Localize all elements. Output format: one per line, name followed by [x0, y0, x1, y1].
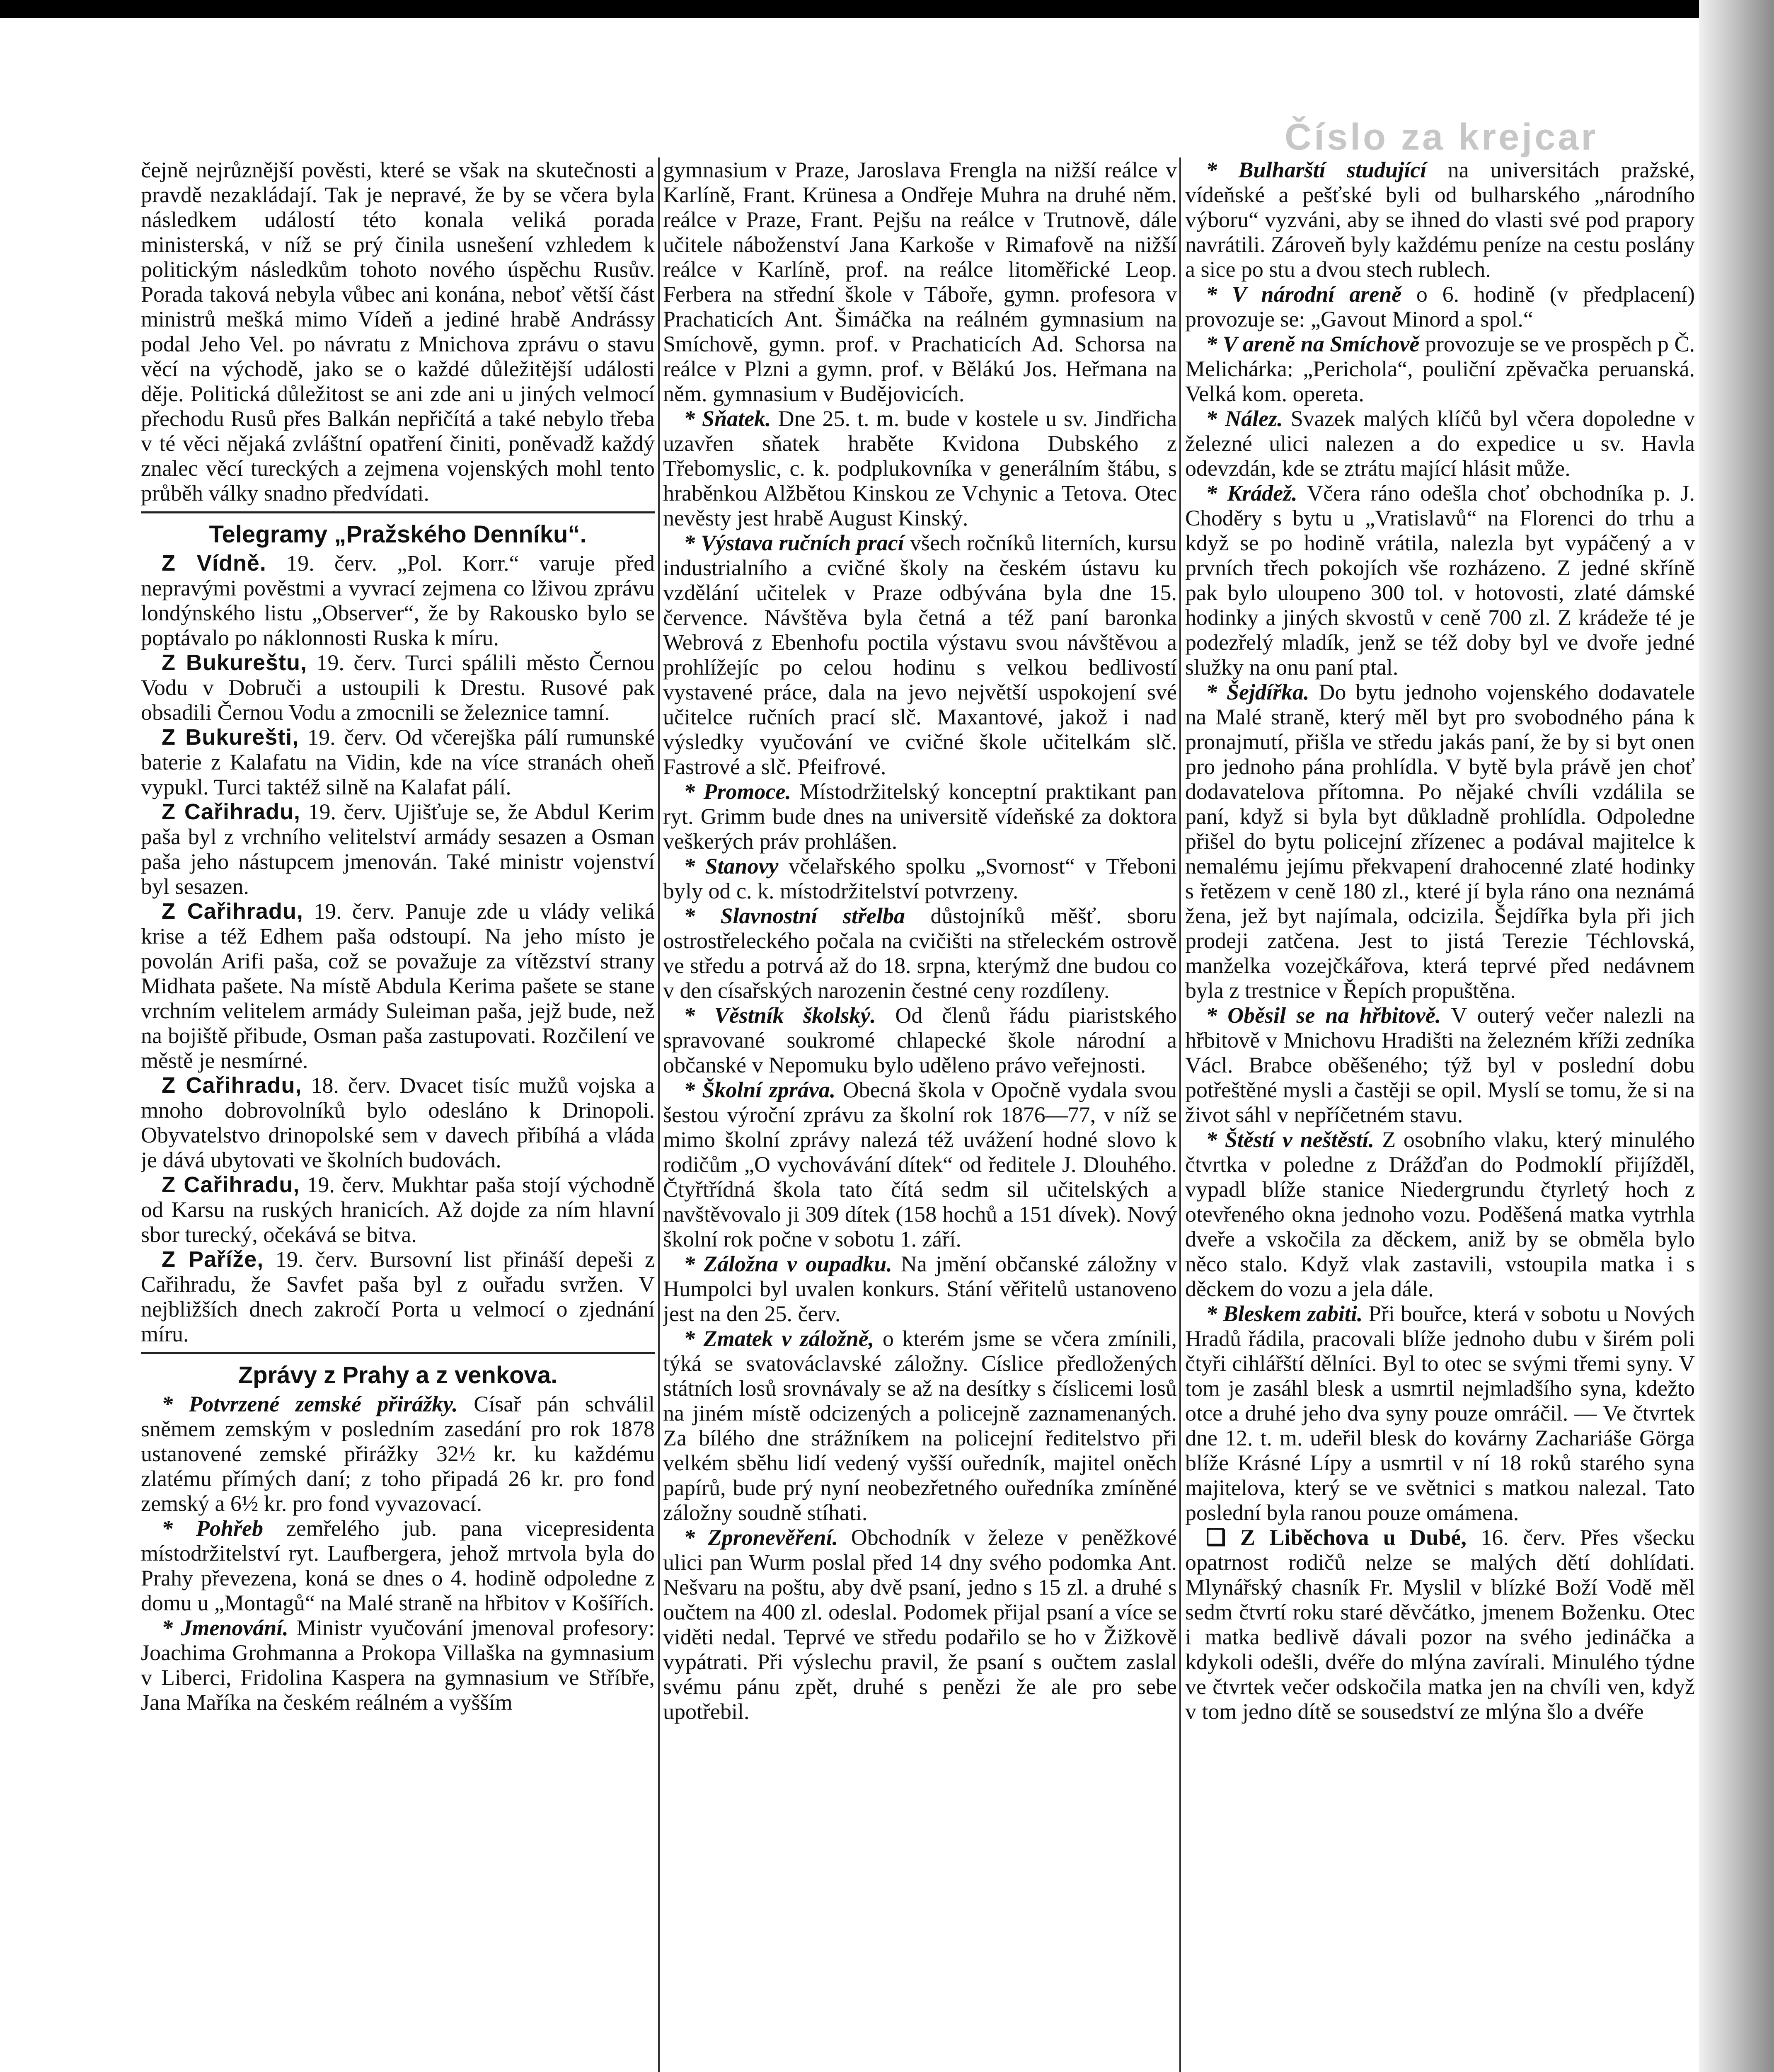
news-item: * Záložna v oupadku. Na jmění občanské záložny v Humpolci byl uvalen konkurs. Stání věřitelů ustanoveno jest na den 25. červ.: [663, 1251, 1177, 1326]
news-item: * Stanovy včelařského spolku „Svornost“ v Třeboni byly od c. k. místodržitelství potvrzeny.: [663, 854, 1177, 903]
telegram-item: Z Bukurešti, 19. červ. Od včerejška pálí rumunské baterie z Kalafatu na Vidin, kde na více stranách oheň vypukl. Turci taktéž silně na Kalafat pálí.: [141, 725, 655, 799]
news-heading: Zprávy z Prahy a z venkova.: [238, 1362, 558, 1389]
news-item: * V areně na Smíchově provozuje se ve prospěch p Č. Melichárka: „Perichola“, pouliční zpěvačka peruanská. Velká kom. opereta.: [1185, 332, 1695, 406]
news-item: * V národní areně o 6. hodině (v předplacení) provozuje se: „Gavout Minord a spol.“: [1185, 282, 1695, 332]
news-item: * Jmenování. Ministr vyučování jmenoval profesory: Joachima Grohmanna a Prokopa Villaška na gymnasium v Liberci, Fridolina Kaspera na gymnasium ve Stříbře, Jana Maříka na českém reálném a vyšším: [141, 1615, 655, 1715]
column-1-intro: čejně nejrůznější pověsti, které se však na skutečnosti a pravdě nezakládají. Tak je nepravé, že by se včera byla následkem událostí této konala veliká porada ministerská, v níž se prý činila usnešení vzhledem k politickým následkům tohoto nového úspěchu Rusův. Porada taková nebyla vůbec ani konána, neboť větší část ministrů mešká mimo Vídeň a jediné hrabě Andrássy podal Jeho Vel. po návratu z Mnichova zprávu o stavu věcí na východě, jako se o každé důležitější události děje. Politická důležitost se ani zde ani u jiných velmocí přechodu Rusů přes Balkán nepřičítá a také nebylo třeba v té věci nějaká zvláštní opatření činiti, poněvadž každý znalec věcí tureckých a zejmena vojenských mohl tento průběh války snadno předvídati.: [141, 157, 655, 506]
telegram-item: Z Paříže, 19. červ. Bursovní list přináší depeši z Cařihradu, že Savfet paša byl z ouřadu svržen. V nejbližších dnech zakročí Porta u velmocí o zjednání míru.: [141, 1247, 655, 1346]
scan-top-border: [0, 0, 1774, 18]
news-item: * Šejdířka. Do bytu jednoho vojenského dodavatele na Malé straně, který měl byt pro svobodného pána k pronajmutí, přišla ve středu jakás paní, že by si byt onen pro jednoho pána prohlídla. V bytě byla právě jen choť dodavatelova přítomna. Po nějaké chvíli vzdálila se paní, když si byla byt důkladně prohlídla. Odpoledne přišel do bytu policejní zřízenec a podával majitelce k nemalému jejímu překvapení drahocenné zlaté hodinky s řetězem v ceně 180 zl., které jí byla ráno ona neznámá žena, jež byt najímala, odcizila. Šejdířka byla při jich prodeji zatčena. Jest to jistá Terezie Téchlovská, manželka vozejčkářova, která teprvé před nedávnem byla z trestnice v Řepích propuštěna.: [1185, 680, 1695, 1003]
telegram-item: Z Cařihradu, 18. červ. Dvacet tisíc mužů vojska a mnoho dobrovolníků bylo odesláno k Drinopoli. Obyvatelstvo drinopolské sem v davech přibíhá a vláda je dává ubytovati ve školních budovách.: [141, 1073, 655, 1172]
news-item: * Výstava ručních prací všech ročníků literních, kursu industrialního a cvičné školy na českém ústavu ku vzdělání učitelek v Praze odbývána byla dne 15. července. Návštěva byla četná a též paní baronka Webrová z Ebenhofu poctila výstavu svou návštěvou a prohlížejíc po celou hodinu s velkou bedlivostí vystavené práce, dala na jevo největší uspokojení své učitelce ručních prací slč. Maxantové, jakož i nad výsledky vyučování ve cvičné škole učitelkám slč. Fastrové a slč. Pfeifrové.: [663, 530, 1177, 779]
news-item: * Oběsil se na hřbitově. V outerý večer nalezli na hřbitově v Mnichovu Hradišti na železném kříži zedníka Václ. Brabce oběšeného; týž byl v poslední dobu potřeštěné mysli a častěji se opil. Myslí se tomu, že si na život sáhl v nepříčetném stavu.: [1185, 1003, 1695, 1127]
news-item: ❑ Z Liběchova u Dubé, 16. červ. Přes všecku opatrnost rodičů nelze se malých dětí dohlídati. Mlynářský chasník Fr. Myslil v blízké Boží Vodě měl sedm čtvrtí roku staré děvčátko, jmenem Boženku. Otec i matka bedlivě dávali pozor na svého jedináčka a kdykoli odešli, dvéře do mlýna zavírali. Minulého týdne ve čtvrtek večer odskočila matka jen na chvíli ven, když v tom jedno dítě se sousedství ze mlýna šlo a dvéře: [1185, 1525, 1695, 1724]
telegram-item: Z Cařihradu, 19. červ. Ujišťuje se, že Abdul Kerim paša byl z vrchního velitelství armády sesazen a Osman paša jeho nástupcem jmenován. Také ministr vojenství byl sesazen.: [141, 799, 655, 899]
section-divider: [141, 1352, 655, 1354]
news-item: * Slavnostní střelba důstojníků měšť. sboru ostrostřeleckého počala na cvičišti na střeleckém ostrově ve středu a potrvá až do 18. srpna, kterýmž dne budou co v den císařských narozenin čestné ceny rozdíleny.: [663, 903, 1177, 1003]
news-item: * Promoce. Místodržitelský konceptní praktikant pan ryt. Grimm bude dnes na universitě vídeňské za doktora veškerých práv prohlášen.: [663, 779, 1177, 854]
news-item: * Bulharští studující na universitách pražské, vídeňské a pešťské byli od bulharského „národního výboru“ vyzváni, aby se ihned do vlasti své pod prapory navrátili. Zároveň byly každému peníze na cestu poslány a sice po stu a dvou stech rublech.: [1185, 157, 1695, 282]
column-1: [141, 157, 655, 2072]
news-item: * Štěstí v neštěstí. Z osobního vlaku, který minulého čtvrtka v poledne z Drážďan do Podmoklí přijížděl, vypadl blíže stanice Niedergrundu čtyrletý hoch z otevřeného okna jednoho vozu. Poděšená matka vytrhla dveře a vskočila za děckem, aniž by se obměla bylo něco stalo. Když vlak zastavili, vstoupila matka i s děckem do vozu a jela dále.: [1185, 1127, 1695, 1301]
news-item: * Sňatek. Dne 25. t. m. bude v kostele u sv. Jindřicha uzavřen sňatek hraběte Kvidona Dubského z Třebomyslic, c. k. podplukovníka v generálním štábu, s hraběnkou Alžbětou Kinskou ze Vchynic a Tetova. Otec nevěsty jest hrabě August Kinský.: [663, 406, 1177, 530]
telegram-item: Z Cařihradu, 19. červ. Mukhtar paša stojí východně od Karsu na ruských hranicích. Až dojde za ním hlavní sbor turecký, očekává se bitva.: [141, 1172, 655, 1247]
news-item: * Nález. Svazek malých klíčů byl včera dopoledne v železné ulici nalezen a do expedice u sv. Havla odevzdán, kde se ztrátu mající hlásit může.: [1185, 406, 1695, 481]
telegram-item: Z Bukureštu, 19. červ. Turci spálili město Černou Vodu v Dobruči a ustoupili k Drestu. Rusové pak obsadili Černou Vodu a zmocnili se železnice tamní.: [141, 650, 655, 725]
news-item: * Zmatek v záložně, o kterém jsme se včera zmínili, týká se svatováclavské záložny. Císlice předložených státních losů srovnávaly se až na desítky s číslicemi losů na jiném místě odcizených a policejně zaznamenaných. Za bílého dne strážníkem na policejní ředitelstvo při velkém sběhu lidí vedený vyšší ouředník, majitel oněch papírů, bude prý nyní neobezřetného ouředníka zmíněné záložny soudně stíhati.: [663, 1326, 1177, 1525]
telegram-item: Z Vídně. 19. červ. „Pol. Korr.“ varuje před nepravými pověstmi a vyvrací zejmena co lživou zprávu londýnského listu „Observer“, že by Rakousko bylo se poptávalo po náklonnosti Ruska k míru.: [141, 551, 655, 650]
faded-masthead: Číslo za krejcar: [1285, 116, 1598, 158]
news-item: * Krádež. Včera ráno odešla choť obchodníka p. J. Choděry s bytu u „Vratislavů“ na Florenci do trhu a když se po hodině vrátila, nalezla byt vypáčený a v prvních třech pokojích vše rozházeno. Z jedné skříně pak bylo uloupeno 300 tol. v hotovosti, zlaté dámské hodinky a jiných skvostů v ceně 700 zl. Z krádeže té je podezřelý mladík, jenž se též doby byl ve dvoře jedné služky na onu paní ptal.: [1185, 481, 1695, 680]
page-edge-shadow: [1699, 0, 1774, 2072]
column-3: [1185, 157, 1695, 2072]
telegram-item: Z Cařihradu, 19. červ. Panuje zde u vlády veliká krise a též Edhem paša odstoupí. Na jeho místo je povolán Arifi paša, což se považuje za vítězství strany Midhata pašete. Na místě Abdula Kerima pašete se stane vrchním velitelem armády Suleiman paša, jejž bude, než na bojiště přibude, Osman paša zastupovati. Rozčilení ve městě je nesmírné.: [141, 899, 655, 1073]
news-item: * Zpronevěření. Obchodník v železe v peněžkové ulici pan Wurm poslal před 14 dny svého podomka Ant. Nešvaru na poštu, aby dvě psaní, jedno s 15 zl. a druhé s oučtem na 400 zl. odeslal. Podomek přijal psaní a více se viděti nedal. Teprvé ve středu podařilo se ho v Žižkově vypátrati. Při výslechu pravil, že psaní s oučtem zaslal svému pánu zpět, druhé s penězi že ale pro sebe upotřebil.: [663, 1525, 1177, 1724]
section-divider: [141, 511, 655, 513]
news-continuation: gymnasium v Praze, Jaroslava Frengla na nižší reálce v Karlíně, Frant. Krünesa a Ondřeje Muhra na druhé něm. reálce v Praze, Frant. Pejšu na reálce v Trutnově, dále učitele náboženství Jana Karkoše v Rimafově na nižší reálce v Karlíně, prof. na reálce litoměřické Leop. Ferbera na střední škole v Táboře, gymn. profesora v Prachaticích Ant. Šimáčka na reálném gymnasium na Smíchově, gymn. prof. v Prachaticích Ad. Schorsa na reálce v Plzni a gymn. prof. v Bělákú Jos. Heřmana na něm. gymnasium v Budějovicích.: [663, 157, 1177, 406]
column-rule-1: [658, 157, 660, 2072]
column-rule-2: [1179, 157, 1181, 2072]
news-item: * Školní zpráva. Obecná škola v Opočně vydala svou šestou výroční zprávu za školní rok 1876—77, v níž se mimo školní zprávy nalezá též uvážení hodné slovo k rodičům „O vychovávání dítek“ od ředitele J. Dlouhého. Čtyřtřídná škola tato čítá sedm sil učitelských a navštěvovalo ji 309 dítek (158 hochů a 151 dívek). Nový školní rok počne v sobotu 1. září.: [663, 1077, 1177, 1251]
telegram-heading: Telegramy „Pražského Denníku“.: [209, 521, 587, 548]
news-item: * Bleskem zabiti. Při bouřce, která v sobotu u Nových Hradů řádila, pracovali blíže jednoho dubu v širém poli čtyři cihlářští dělníci. Byl to otec se svými třemi syny. V tom je zasáhl blesk a usmrtil nejmladšího syna, kdežto otce a druhé jeho dva syny pouze omráčil. — Ve čtvrtek dne 12. t. m. udeřil blesk do kovárny Zachariáše Görga blíže Krásné Lípy a usmrtil v ní 18 roků starého syna majitelova, který se ve světnici s matkou nalezal. Tato poslední byla ranou pouze omámena.: [1185, 1301, 1695, 1525]
news-item: * Potvrzené zemské přirážky. Císař pán schválil sněmem zemským v posledním zasedání pro rok 1878 ustanovené zemské přirážky 32½ kr. ku každému zlatému přímých daní; z toho připadá 26 kr. pro fond zemský a 6½ kr. pro fond vyvazovací.: [141, 1392, 655, 1516]
news-item: * Věstník školský. Od členů řádu piaristského spravované soukromé chlapecké škole národní a občanské v Nepomuku bylo uděleno právo veřejnosti.: [663, 1003, 1177, 1077]
column-2: [663, 157, 1177, 2072]
news-item: * Pohřeb zemřelého jub. pana vicepresidenta místodržitelství ryt. Laufbergera, jehož mrtvola byla do Prahy převezena, koná se dnes o 4. hodině odpoledne z domu u „Montagů“ na Malé straně na hřbitov v Košířích.: [141, 1516, 655, 1615]
